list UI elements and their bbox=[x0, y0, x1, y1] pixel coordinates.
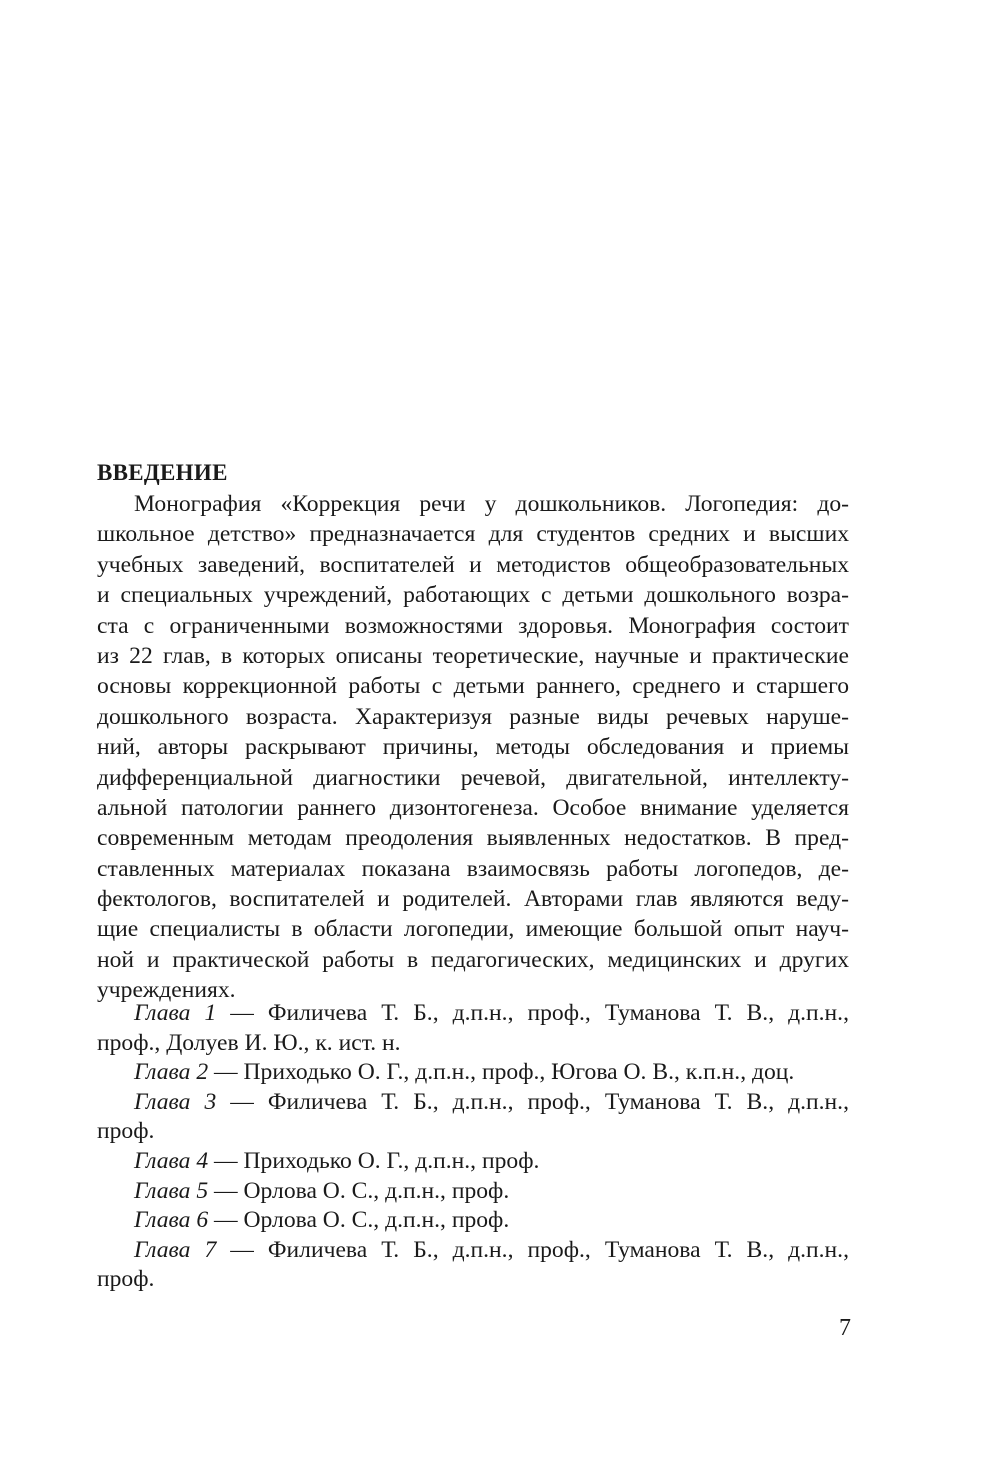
chapter-author-entry bbox=[97, 1147, 849, 1177]
intro-line: учебных заведений, воспитателей и методистов общеобразовательных bbox=[97, 551, 849, 578]
chapter-label: Глава 7 bbox=[134, 1236, 217, 1263]
chapter-label: Глава 2 bbox=[134, 1059, 209, 1086]
chapter-author-entry bbox=[97, 1177, 849, 1207]
intro-line: ний, авторы раскрывают причины, методы обследования и приемы bbox=[97, 734, 849, 761]
intro-line: учреждениях. bbox=[97, 977, 236, 1004]
chapter-label: Глава 5 bbox=[134, 1177, 209, 1204]
chapter-authors: — Приходько О. Г., д.п.н., проф. bbox=[208, 1147, 540, 1174]
chapter-author-continuation: проф. bbox=[97, 1118, 155, 1145]
chapter-author-entry bbox=[97, 999, 849, 1029]
intro-line: из 22 глав, в которых описаны теоретические, научные и практические bbox=[97, 642, 849, 669]
chapter-authors: — Приходько О. Г., д.п.н., проф., Югова О. В., к.п.н., доц. bbox=[208, 1059, 795, 1086]
chapter-label: Глава 1 bbox=[134, 1000, 217, 1026]
chapter-authors: — Орлова О. С., д.п.н., проф. bbox=[208, 1207, 510, 1234]
intro-line: школьное детство» предназначается для студентов средних и высших bbox=[97, 521, 849, 548]
chapter-author-entry bbox=[97, 1088, 849, 1118]
intro-line: щие специалисты в области логопедии, имеющие большой опыт науч- bbox=[97, 916, 849, 943]
chapter-author-continuation: проф., Долуев И. Ю., к. ист. н. bbox=[97, 1029, 401, 1056]
chapter-authors: — Филичева Т. Б., д.п.н., проф., Туманова Т. В., д.п.н., bbox=[216, 1236, 849, 1263]
intro-line: и специальных учреждений, работающих с детьми дошкольного возра- bbox=[97, 582, 849, 609]
chapter-author-continuation: проф. bbox=[97, 1266, 155, 1293]
section-heading: ВВЕДЕНИЕ bbox=[97, 460, 228, 485]
chapter-authors: — Филичева Т. Б., д.п.н., проф., Туманова Т. В., д.п.н., bbox=[216, 1088, 849, 1115]
intro-line: современным методам преодоления выявленных недостатков. В пред- bbox=[97, 825, 849, 852]
chapter-author-entry bbox=[97, 1236, 849, 1266]
chapter-authors-list bbox=[97, 999, 849, 1295]
intro-line: дифференциальной диагностики речевой, двигательной, интеллекту- bbox=[97, 764, 849, 791]
chapter-author-entry bbox=[97, 1206, 849, 1236]
intro-line: альной патологии раннего дизонтогенеза. Особое внимание уделяется bbox=[97, 794, 849, 821]
intro-line: ставленных материалах показана взаимосвязь работы логопедов, де- bbox=[97, 855, 849, 882]
intro-line: ста с ограниченными возможностями здоровья. Монография состоит bbox=[97, 612, 849, 639]
intro-line: дошкольного возраста. Характеризуя разные виды речевых наруше- bbox=[97, 703, 849, 730]
intro-line: основы коррекционной работы с детьми раннего, среднего и старшего bbox=[97, 673, 849, 700]
chapter-authors: — Орлова О. С., д.п.н., проф. bbox=[208, 1177, 510, 1204]
intro-line: Монография «Коррекция речи у дошкольников. Логопедия: до- bbox=[134, 491, 849, 517]
intro-paragraph bbox=[97, 489, 849, 1004]
intro-line: ной и практической работы в педагогических, медицинских и других bbox=[97, 946, 849, 973]
chapter-authors: — Филичева Т. Б., д.п.н., проф., Туманова Т. В., д.п.н., bbox=[216, 1000, 849, 1026]
chapter-label: Глава 4 bbox=[134, 1147, 209, 1174]
page-number: 7 bbox=[839, 1315, 851, 1341]
intro-line: фектологов, воспитателей и родителей. Авторами глав являются веду- bbox=[97, 886, 849, 913]
chapter-label: Глава 3 bbox=[134, 1088, 217, 1115]
chapter-label: Глава 6 bbox=[134, 1207, 209, 1234]
chapter-author-entry bbox=[97, 1058, 849, 1088]
